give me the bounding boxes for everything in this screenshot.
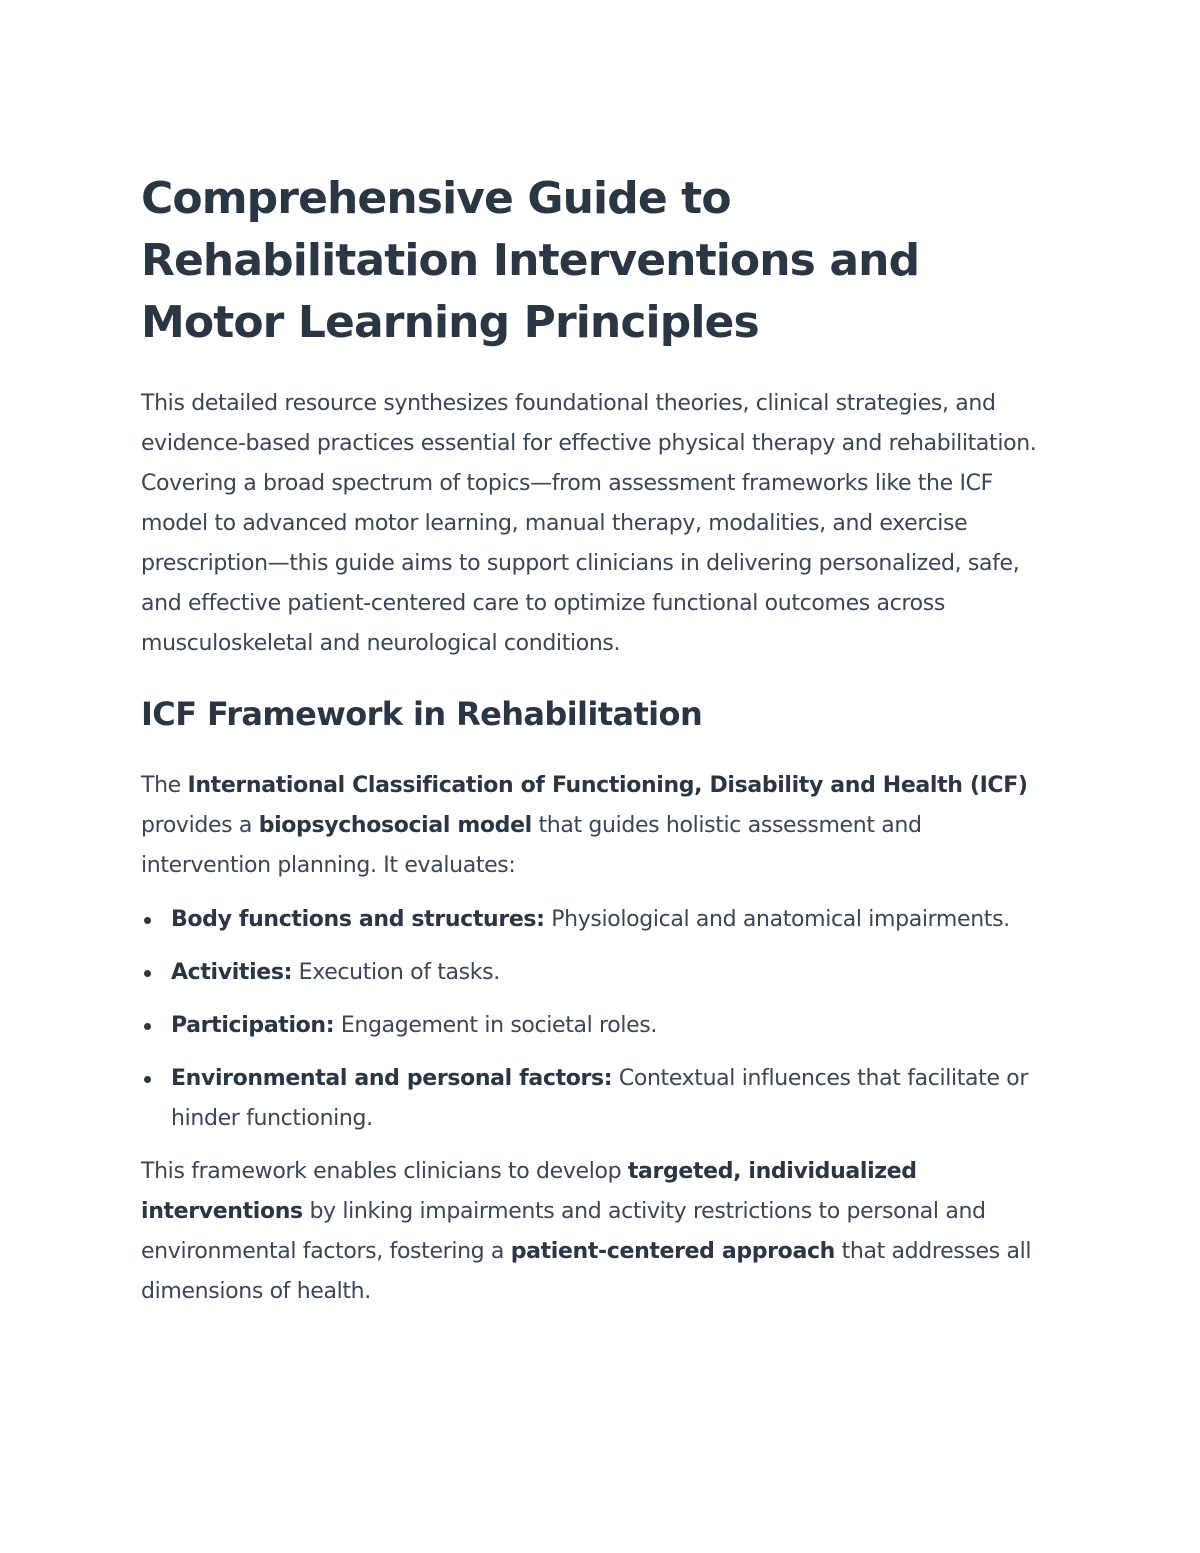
text-run: that addresses all dimensions of health.: [141, 1239, 1032, 1304]
list-item-text: Execution of tasks.: [292, 960, 500, 985]
bullet-icon: [144, 1076, 151, 1083]
bullet-icon: [144, 1023, 151, 1030]
text-run: provides a: [141, 813, 259, 838]
list-item: [141, 900, 1051, 940]
section-heading: ICF Framework in Rehabilitation: [141, 695, 703, 733]
bold-term: biopsychosocial model: [258, 813, 532, 838]
list-item-text: Contextual influences that facilitate or hinder functioning.: [171, 1066, 1029, 1131]
bullet-icon: [144, 917, 151, 924]
list-item-text: Engagement in societal roles.: [334, 1013, 658, 1038]
bold-term: targeted, individualized interventions: [141, 1159, 917, 1224]
icf-components-list: [141, 900, 1051, 1139]
text-run: This framework enables clinicians to develop: [141, 1159, 628, 1184]
intro-paragraph: This detailed resource synthesizes foundational theories, clinical strategies, and evidence-based practices essential for effective physical therapy and rehabilitation. Covering a broad spectrum of topics—from assessment frameworks like the ICF model to advanced motor learning, manual therapy, modalities, and exercise prescription—this guide aims to support clinicians in delivering personalized, safe, and effective patient-centered care to optimize functional outcomes across musculoskeletal and neurological conditions.: [141, 391, 1037, 656]
bold-term: International Classification of Functioning, Disability and Health (ICF): [187, 773, 1028, 798]
icf-description-paragraph: [141, 766, 1051, 886]
list-item-term: Environmental and personal factors:: [171, 1066, 613, 1091]
document-page: [141, 168, 1051, 1312]
list-item-term: Activities:: [171, 960, 293, 985]
framework-summary-paragraph: [141, 1152, 1051, 1312]
text-run: by linking impairments and activity restrictions to personal and environmental factors, fostering a: [141, 1199, 986, 1264]
list-item: [141, 1059, 1051, 1139]
text-run: The: [141, 773, 188, 798]
bullet-icon: [144, 970, 151, 977]
list-item-term: Participation:: [171, 1013, 335, 1038]
list-item: [141, 1006, 1051, 1046]
list-item-term: Body functions and structures:: [171, 907, 545, 932]
list-item: [141, 953, 1051, 993]
text-run: that guides holistic assessment and intervention planning. It evaluates:: [141, 813, 922, 878]
document-title: Comprehensive Guide to Rehabilitation Interventions and Motor Learning Principles: [141, 173, 920, 348]
bold-term: patient-centered approach: [510, 1239, 835, 1264]
list-item-text: Physiological and anatomical impairments.: [544, 907, 1010, 932]
